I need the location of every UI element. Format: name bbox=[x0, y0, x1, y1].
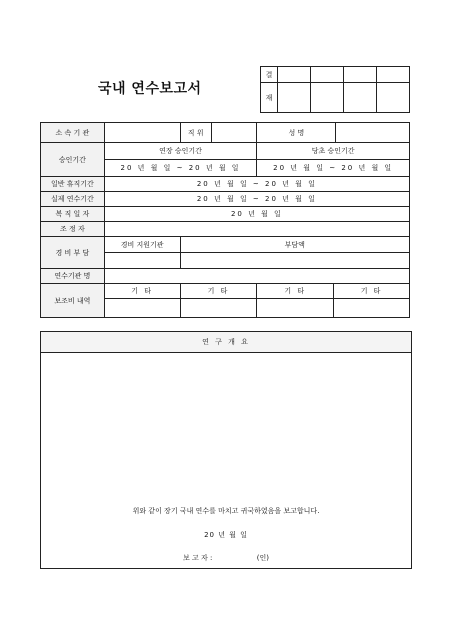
extended-period-label: 연장 승인기간 bbox=[104, 143, 257, 160]
initial-period-label: 당초 승인기간 bbox=[257, 143, 410, 160]
research-summary-box bbox=[40, 331, 412, 569]
other-label-4: 기 타 bbox=[334, 284, 410, 299]
position-label: 직 위 bbox=[187, 128, 204, 137]
other-field-3[interactable] bbox=[257, 299, 334, 318]
approval-cell[interactable] bbox=[377, 67, 410, 83]
approval-sign-cell[interactable] bbox=[344, 83, 377, 113]
actual-training-field[interactable]: 20 년 월 일 ~ 20 년 월 일 bbox=[104, 192, 409, 207]
affiliation-field[interactable] bbox=[104, 123, 180, 143]
other-field-1[interactable] bbox=[104, 299, 180, 318]
position-group bbox=[180, 123, 257, 143]
approval-box bbox=[260, 66, 410, 113]
reporter-label: 보 고 자 : bbox=[182, 554, 213, 562]
adjustment-field[interactable] bbox=[104, 222, 409, 237]
document-title: 국내 연수보고서 bbox=[98, 81, 202, 97]
extended-period-field[interactable]: 20 년 월 일 ~ 20 년 월 일 bbox=[104, 160, 257, 177]
initial-period-field[interactable]: 20 년 월 일 ~ 20 년 월 일 bbox=[257, 160, 410, 177]
adjustment-label: 조 정 자 bbox=[41, 222, 105, 237]
general-leave-label: 일반 휴직기간 bbox=[41, 177, 105, 192]
report-statement: 위와 같이 장기 국내 연수를 마치고 귀국하였음을 보고합니다. bbox=[132, 507, 320, 515]
approval-cell[interactable] bbox=[278, 67, 311, 83]
report-date[interactable]: 20 년 월 일 bbox=[204, 531, 248, 539]
name-group bbox=[257, 123, 410, 143]
actual-training-label: 실제 연수기간 bbox=[41, 192, 105, 207]
reporter-line bbox=[41, 553, 411, 563]
reinstatement-date-field[interactable]: 20 년 월 일 bbox=[104, 207, 409, 222]
share-amount-field[interactable] bbox=[180, 253, 409, 269]
approval-cell[interactable] bbox=[311, 67, 344, 83]
other-field-2[interactable] bbox=[180, 299, 257, 318]
institution-name-label: 연수기관 명 bbox=[41, 269, 105, 284]
funding-agency-field[interactable] bbox=[104, 253, 180, 269]
approval-label-bottom: 재 bbox=[261, 83, 278, 113]
subsidy-label: 보조비 내역 bbox=[41, 284, 105, 318]
approval-sign-cell[interactable] bbox=[278, 83, 311, 113]
institution-name-field[interactable] bbox=[104, 269, 409, 284]
general-leave-field[interactable]: 20 년 월 일 ~ 20 년 월 일 bbox=[104, 177, 409, 192]
expense-share-label: 경 비 부 담 bbox=[41, 237, 105, 269]
approval-sign-cell[interactable] bbox=[377, 83, 410, 113]
other-label-3: 기 타 bbox=[257, 284, 334, 299]
other-label-2: 기 타 bbox=[180, 284, 257, 299]
research-summary-header: 연 구 개 요 bbox=[41, 332, 411, 353]
other-label-1: 기 타 bbox=[104, 284, 180, 299]
other-field-4[interactable] bbox=[334, 299, 410, 318]
share-amount-label: 부담액 bbox=[180, 237, 409, 253]
approval-sign-cell[interactable] bbox=[311, 83, 344, 113]
reinstatement-label: 복 직 일 자 bbox=[41, 207, 105, 222]
funding-agency-label: 경비 지원기관 bbox=[104, 237, 180, 253]
name-field[interactable] bbox=[335, 123, 409, 142]
approval-label-top: 결 bbox=[261, 67, 278, 83]
position-field[interactable] bbox=[211, 123, 257, 142]
approval-period-label: 승인기간 bbox=[41, 143, 105, 177]
approval-cell[interactable] bbox=[344, 67, 377, 83]
report-form-table bbox=[40, 122, 410, 318]
seal-mark: (인) bbox=[256, 554, 270, 562]
affiliation-label: 소 속 기 관 bbox=[41, 123, 105, 143]
name-label: 성 명 bbox=[288, 128, 305, 137]
